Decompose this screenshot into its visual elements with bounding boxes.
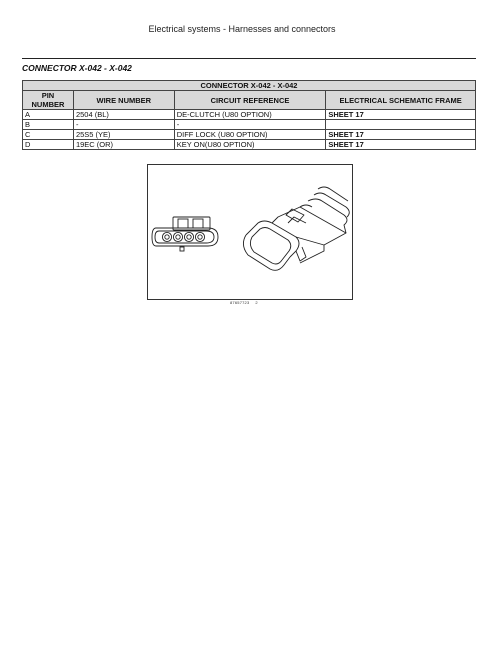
wire-cell: 25S5 (YE) [73, 130, 174, 140]
frame-cell: SHEET 17 [326, 140, 476, 150]
circuit-cell: DE-CLUTCH (U80 OPTION) [174, 110, 326, 120]
table-row [23, 130, 476, 140]
circuit-cell: DIFF LOCK (U80 OPTION) [174, 130, 326, 140]
figure-number: 2 [255, 300, 258, 305]
table-row [23, 110, 476, 120]
wire-cell: - [73, 120, 174, 130]
connector-face-view [152, 217, 218, 251]
circuit-cell: - [174, 120, 326, 130]
column-header-circuit: CIRCUIT REFERENCE [174, 91, 326, 110]
frame-cell [326, 120, 476, 130]
section-title: CONNECTOR X-042 - X-042 [22, 63, 132, 73]
figure-label [230, 300, 258, 305]
figure-code: 87657723 [230, 300, 250, 305]
page-header-title: Electrical systems - Harnesses and connectors [148, 24, 336, 34]
frame-cell: SHEET 17 [326, 110, 476, 120]
table-caption: CONNECTOR X-042 - X-042 [23, 81, 476, 91]
column-header-frame: ELECTRICAL SCHEMATIC FRAME [326, 91, 476, 110]
table-row [23, 140, 476, 150]
circuit-cell: KEY ON(U80 OPTION) [174, 140, 326, 150]
wire-cell: 2504 (BL) [73, 110, 174, 120]
wire-cell: 19EC (OR) [73, 140, 174, 150]
column-header-pin: PIN NUMBER [23, 91, 74, 110]
pin-cell: C [23, 130, 74, 140]
pin-cell: A [23, 110, 74, 120]
column-header-wire: WIRE NUMBER [73, 91, 174, 110]
frame-cell: SHEET 17 [326, 130, 476, 140]
pin-cell: B [23, 120, 74, 130]
header-divider [22, 58, 476, 59]
pin-cell: D [23, 140, 74, 150]
connector-figure [147, 164, 353, 300]
table-row [23, 120, 476, 130]
connector-iso-view [243, 187, 349, 270]
connector-table [22, 80, 476, 150]
